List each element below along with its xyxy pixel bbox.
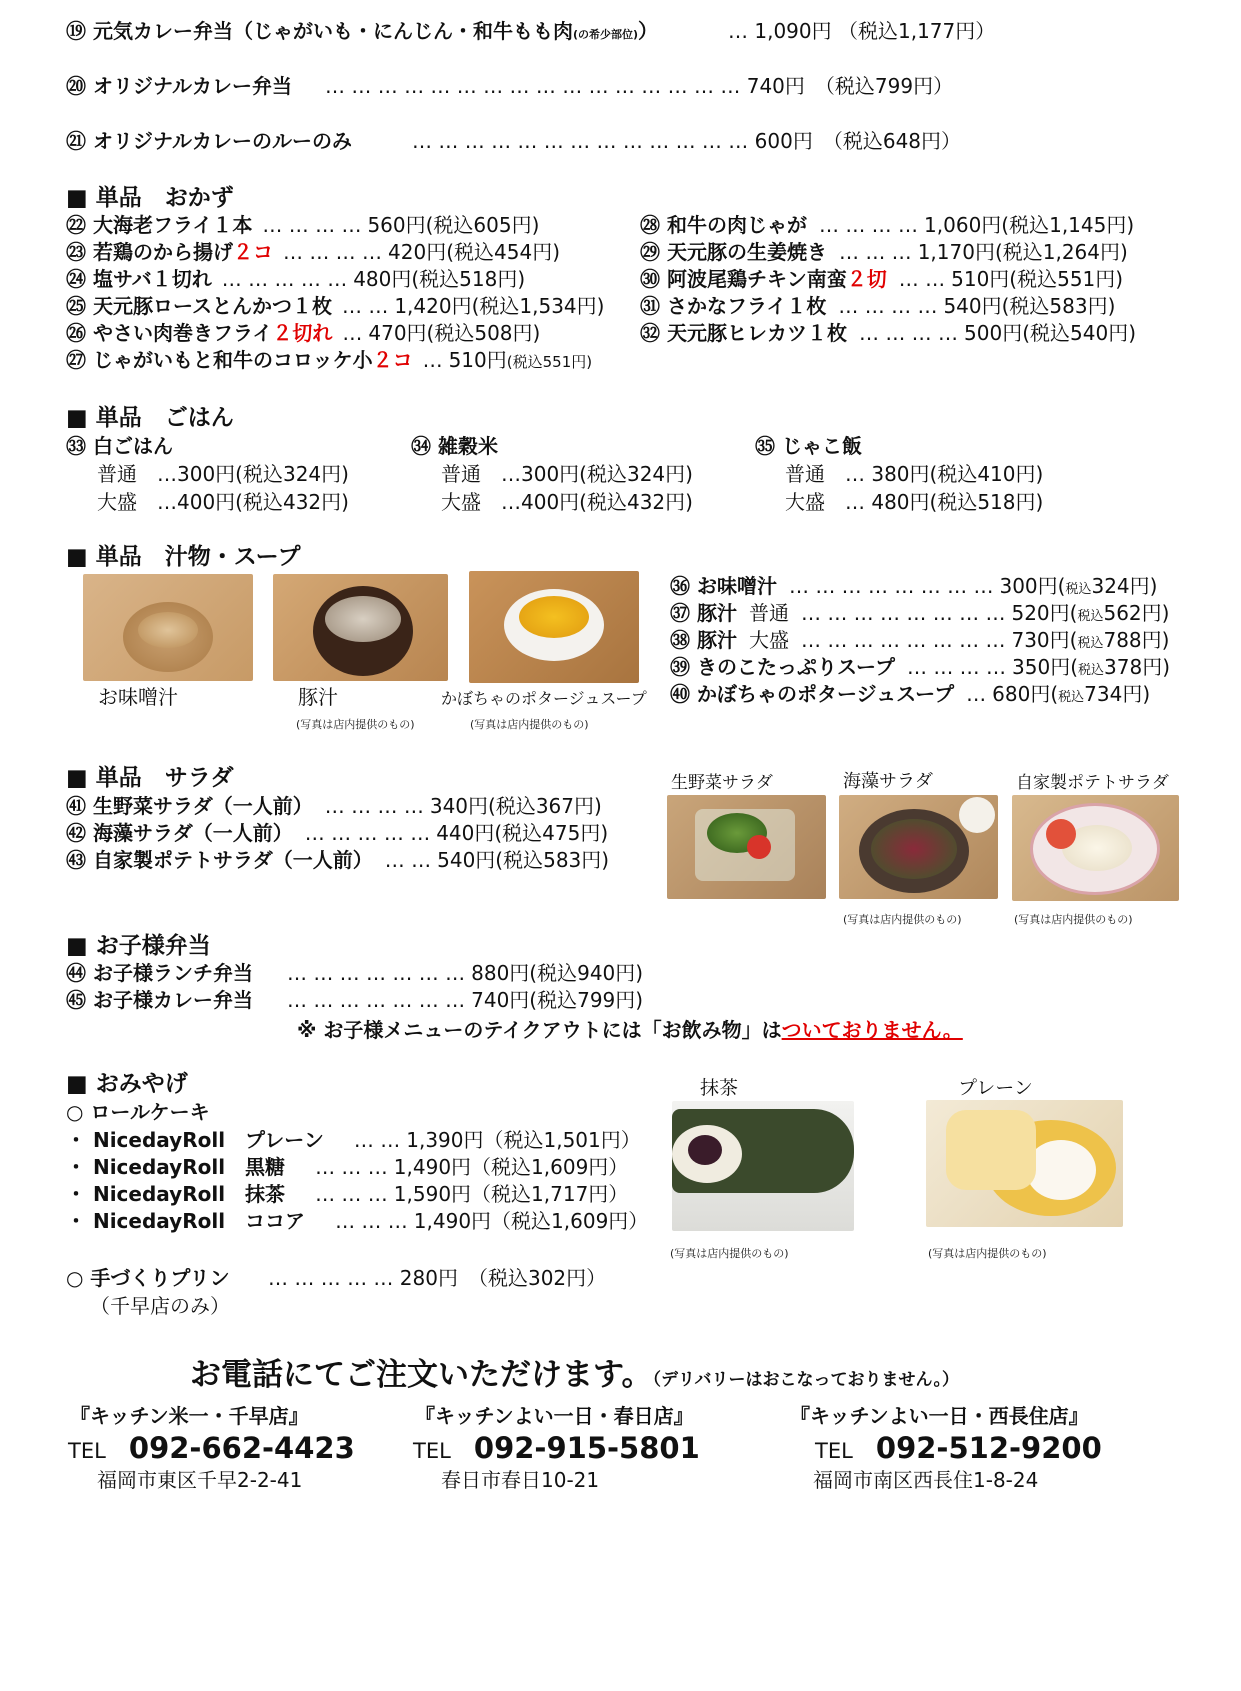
menu-row — [66, 266, 525, 292]
item-name: ㊵ かぼちゃのポタージュスープ — [670, 682, 955, 706]
item-count: ２コ — [372, 348, 413, 372]
menu-row — [640, 293, 1115, 319]
item-tax-price: 562円) — [1103, 601, 1170, 625]
soup-caption: 豚汁 — [298, 685, 338, 709]
item-dots: … … … … … … … — [286, 961, 466, 985]
item-dots: … … … — [335, 1209, 408, 1233]
item-dots: … … … … — [324, 794, 424, 818]
item-name: ㉚ 阿波尾鶏チキン南蛮 — [640, 267, 847, 291]
item-tax-price: 734円) — [1084, 682, 1151, 706]
kids-note: ※ お子様メニューのテイクアウトには「お飲み物」はついておりません。 — [297, 1018, 963, 1042]
section-heading-okazu: ■ 単品 おかず — [66, 185, 234, 211]
item-count: ２コ — [232, 240, 273, 264]
pudding-price: … … … … … 280円 （税込302円） — [268, 1266, 607, 1290]
shop-address: 福岡市東区千早2-2-41 — [97, 1468, 303, 1492]
item-name: ㉛ さかなフライ１枚 — [640, 294, 827, 318]
item-dots: … … — [353, 1128, 401, 1152]
item-name: ㉙ 天元豚の生姜焼き — [640, 240, 827, 264]
item-dots: … … … — [315, 1155, 388, 1179]
shop-address: 春日市春日10-21 — [441, 1468, 600, 1492]
plain-roll-photo — [926, 1100, 1123, 1227]
menu-row — [670, 573, 1157, 603]
item-name: ㉔ 塩サバ１切れ — [66, 267, 212, 291]
item-tax-label: 税込 — [1078, 663, 1105, 678]
section-heading-soup: ■ 単品 汁物・スープ — [66, 544, 301, 570]
menu-row — [66, 960, 643, 986]
kids-note-warning: ついておりません。 — [781, 1018, 963, 1042]
curry-price: … 1,090円 （税込1,177円） — [728, 19, 996, 43]
gohan-row: 大盛 … 480円(税込518円) — [785, 490, 1044, 514]
menu-row — [66, 1181, 628, 1207]
menu-row — [640, 320, 1136, 346]
menu-row — [66, 1154, 628, 1180]
item-price: 540円(税込583円) — [943, 294, 1116, 318]
curry-price: … … … … … … … … … … … … … … … … 740円 （税込799円） — [325, 74, 954, 98]
item-dots: … — [342, 321, 363, 345]
item-price: 730円( — [1011, 628, 1078, 652]
item-name: ㉜ 天元豚ヒレカツ１枚 — [640, 321, 847, 345]
item-name: ・ NicedayRoll ココア — [66, 1209, 306, 1233]
menu-row — [640, 266, 1123, 292]
item-name: ㊶ 生野菜サラダ（一人前） — [66, 794, 313, 818]
item-tax-label: 税込 — [1065, 582, 1092, 597]
pudding-item: ○ 手づくりプリン — [66, 1266, 230, 1290]
gohan-row: 普通 …300円(税込324円) — [97, 462, 349, 486]
green-salad-photo — [667, 795, 826, 899]
item-price: 740円(税込799円) — [471, 988, 644, 1012]
item-price: 500円(税込540円) — [964, 321, 1136, 345]
curry-item: ⑳ オリジナルカレー弁当 — [66, 74, 292, 98]
shop-tel: TEL 092-512-9200 — [815, 1431, 1102, 1465]
menu-row — [670, 654, 1170, 684]
item-tax-price: 788円) — [1103, 628, 1170, 652]
item-name: ㉖ やさい肉巻きフライ — [66, 321, 273, 345]
item-price: 680円( — [992, 682, 1059, 706]
menu-row — [66, 793, 602, 819]
item-dots: … … … — [315, 1182, 388, 1206]
item-name: ㊲ 豚汁 — [670, 601, 737, 625]
item-name: ㉗ じゃがいもと和牛のコロッケ小 — [66, 348, 373, 372]
potato-salad-photo — [1012, 795, 1179, 901]
gohan-item: ㉝ 白ごはん — [66, 434, 173, 458]
item-name: ・ NicedayRoll 抹茶 — [66, 1182, 286, 1206]
item-price: 1,490円 — [413, 1209, 492, 1233]
item-price: 300円( — [999, 574, 1066, 598]
item-name: ㉓ 若鶏のから揚げ — [66, 240, 233, 264]
item-name: ㉘ 和牛の肉じゃが — [640, 213, 807, 237]
item-tax-label: 税込 — [1077, 636, 1104, 651]
item-tax-label: 税込 — [1058, 690, 1085, 705]
curry-item: ㉑ オリジナルカレーのルーのみ — [66, 129, 352, 153]
item-name: ㉒ 大海老フライ１本 — [66, 213, 253, 237]
roll-caption: プレーン — [958, 1077, 1033, 1099]
item-dots: … … … … — [262, 213, 362, 237]
item-dots: … … … … … — [221, 267, 348, 291]
gohan-row: 大盛 …400円(税込432円) — [441, 490, 693, 514]
menu-row — [640, 212, 1134, 238]
item-name: ㊹ お子様ランチ弁当 — [66, 961, 253, 985]
curry-price: … … … … … … … … … … … … … 600円 （税込648円） — [412, 129, 962, 153]
item-dots: … … … … … … … … — [800, 628, 1006, 652]
item-price: 1,060円(税込1,145円) — [924, 213, 1135, 237]
menu-row — [670, 627, 1169, 657]
roll-title: ○ ロールケーキ — [66, 1100, 210, 1124]
item-tax: （税込1,609円） — [471, 1155, 629, 1179]
item-name: ・ NicedayRoll プレーン — [66, 1128, 324, 1152]
item-size: 大盛 — [748, 628, 789, 652]
photo-note: (写真は店内提供のもの) — [296, 718, 415, 731]
item-name: ㉕ 天元豚ロースとんかつ１枚 — [66, 294, 332, 318]
item-dots: … … … … … … … … — [788, 574, 994, 598]
menu-row — [66, 347, 592, 375]
item-tax-price: 378円) — [1104, 655, 1171, 679]
item-price: 880円(税込940円) — [471, 961, 644, 985]
item-tax-price: 324円) — [1091, 574, 1158, 598]
seaweed-salad-photo — [839, 795, 998, 899]
photo-note: (写真は店内提供のもの) — [1014, 913, 1133, 926]
menu-row — [670, 600, 1169, 630]
menu-row — [66, 847, 609, 873]
soup-caption: お味噌汁 — [98, 685, 178, 709]
item-dots: … — [966, 682, 987, 706]
gohan-item: ㉟ じゃこ飯 — [755, 434, 862, 458]
item-price: 420円(税込454円) — [388, 240, 560, 264]
item-count: ２切れ — [272, 321, 333, 345]
gohan-item: ㉞ 雑穀米 — [411, 434, 498, 458]
item-price: 1,490円 — [393, 1155, 472, 1179]
menu-row — [66, 320, 540, 346]
menu-row — [66, 820, 608, 846]
section-heading-gohan: ■ 単品 ごはん — [66, 405, 234, 431]
item-tax: （税込1,609円） — [491, 1209, 649, 1233]
item-dots: … — [422, 348, 443, 372]
item-price: 470円(税込508円) — [368, 321, 541, 345]
item-price: 1,590円 — [393, 1182, 472, 1206]
item-dots: … … — [898, 267, 946, 291]
photo-note: (写真は店内提供のもの) — [670, 1247, 789, 1260]
shop-tel: TEL 092-915-5801 — [413, 1431, 700, 1465]
item-price: 1,170円(税込1,264円) — [917, 240, 1128, 264]
shop-address: 福岡市南区西長住1-8-24 — [813, 1468, 1039, 1492]
item-tax-label: 税込 — [1077, 609, 1104, 624]
item-price: 1,420円(税込1,534円) — [394, 294, 605, 318]
photo-note: (写真は店内提供のもの) — [843, 913, 962, 926]
section-heading-salad: ■ 単品 サラダ — [66, 765, 234, 791]
shop-name: 『キッチン米一・千早店』 — [70, 1404, 309, 1428]
item-dots: … … … … — [838, 294, 938, 318]
menu-row — [640, 239, 1128, 265]
section-heading-kids: ■ お子様弁当 — [66, 933, 211, 959]
gohan-row: 普通 …300円(税込324円) — [441, 462, 693, 486]
item-price: 540円(税込583円) — [437, 848, 610, 872]
item-dots: … … … … … — [304, 821, 431, 845]
pudding-note: （千早店のみ） — [90, 1294, 230, 1318]
item-price: 520円( — [1011, 601, 1078, 625]
menu-row — [670, 681, 1150, 711]
shop-name: 『キッチンよい一日・西長住店』 — [790, 1404, 1089, 1428]
item-price: 510円(税込551円) — [951, 267, 1124, 291]
item-price: 340円(税込367円) — [429, 794, 602, 818]
item-name: ㊳ 豚汁 — [670, 628, 737, 652]
gohan-row: 普通 … 380円(税込410円) — [785, 462, 1044, 486]
item-price: 510円 — [448, 348, 507, 372]
menu-row — [66, 987, 643, 1013]
item-tax: (税込551円) — [506, 353, 593, 371]
gohan-row: 大盛 …400円(税込432円) — [97, 490, 349, 514]
item-price: 1,390円 — [406, 1128, 484, 1152]
item-dots: … … — [341, 294, 389, 318]
item-name: ㊱ お味噌汁 — [670, 574, 777, 598]
shop-name: 『キッチンよい一日・春日店』 — [415, 1404, 694, 1428]
item-price: 560円(税込605円) — [367, 213, 540, 237]
item-tax: （税込1,717円） — [471, 1182, 629, 1206]
item-name: ㊸ 自家製ポテトサラダ（一人前） — [66, 848, 373, 872]
item-dots: … … … … — [818, 213, 919, 237]
item-count: ２切 — [846, 267, 887, 291]
pumpkin-soup-photo — [469, 571, 639, 683]
miso-soup-photo — [83, 574, 253, 681]
roll-caption: 抹茶 — [700, 1077, 739, 1099]
item-dots: … … … … — [858, 321, 959, 345]
item-size: 普通 — [748, 601, 789, 625]
menu-row — [66, 293, 604, 319]
soup-caption: かぼちゃのポタージュスープ — [441, 689, 647, 708]
order-title: お電話にてご注文いただけます。（デリバリーはおこなっておりません。） — [190, 1357, 960, 1393]
item-dots: … … … … … … … … — [800, 601, 1006, 625]
item-price: 480円(税込518円) — [353, 267, 526, 291]
menu-row — [66, 1127, 641, 1153]
item-dots: … … … — [838, 240, 912, 264]
item-dots: … … … … … … … — [286, 988, 466, 1012]
shop-tel: TEL 092-662-4423 — [68, 1431, 355, 1465]
matcha-roll-photo — [672, 1101, 854, 1231]
menu-row — [66, 212, 539, 238]
item-name: ㊺ お子様カレー弁当 — [66, 988, 253, 1012]
item-name: ㊴ きのこたっぷりスープ — [670, 655, 895, 679]
item-price: 350円( — [1012, 655, 1079, 679]
tonjiru-photo — [273, 574, 448, 681]
salad-caption: 生野菜サラダ — [671, 773, 773, 793]
salad-caption: 海藻サラダ — [843, 771, 933, 792]
item-price: 440円(税込475円) — [436, 821, 609, 845]
item-dots: … … … … — [282, 240, 383, 264]
item-dots: … … — [384, 848, 432, 872]
item-name: ㊷ 海藻サラダ（一人前） — [66, 821, 293, 845]
item-name: ・ NicedayRoll 黒糖 — [66, 1155, 286, 1179]
item-tax: （税込1,501円） — [483, 1128, 641, 1152]
item-dots: … … … … — [906, 655, 1007, 679]
photo-note: (写真は店内提供のもの) — [470, 718, 589, 731]
menu-row — [66, 239, 560, 265]
photo-note: (写真は店内提供のもの) — [928, 1247, 1047, 1260]
menu-row — [66, 1208, 648, 1234]
curry-item: ⑲ 元気カレー弁当（じゃがいも・にんじん・和牛もも肉(の希少部位)） — [66, 19, 659, 43]
section-heading-omiyage: ■ おみやげ — [66, 1071, 188, 1097]
salad-caption: 自家製ポテトサラダ — [1016, 773, 1169, 793]
